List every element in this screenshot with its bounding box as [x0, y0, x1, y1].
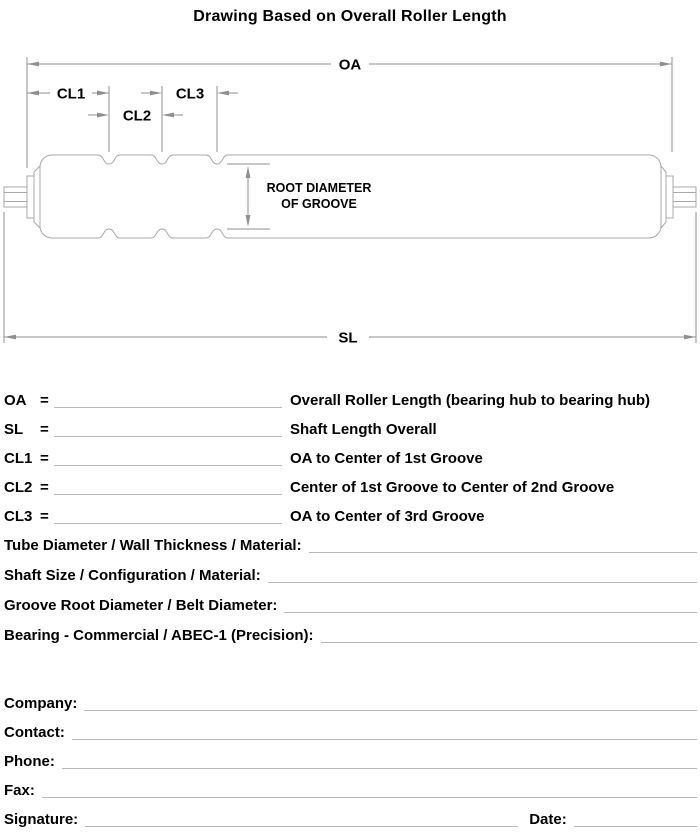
contact-row-company [4, 695, 697, 713]
cl1-label: CL1 [56, 85, 86, 103]
dim-row-cl2 [4, 479, 697, 497]
arrowhead-right-icon [684, 335, 696, 340]
arrowhead-left-icon [4, 335, 16, 340]
oa-dimension [27, 57, 672, 74]
cl3-value-line[interactable] [54, 511, 282, 524]
dim-description: Center of 1st Groove to Center of 2nd Groove [290, 479, 615, 496]
arrowhead-left-icon [27, 91, 39, 96]
contact-label: Fax: [4, 782, 35, 799]
arrowhead-right-icon [150, 91, 162, 96]
arrowhead-right-icon [97, 113, 109, 118]
bearing-spec-line[interactable] [321, 630, 697, 643]
date-label: Date: [529, 811, 567, 828]
right-shaft [673, 187, 696, 207]
root-diameter-label-line1: ROOT DIAMETER [266, 181, 372, 195]
contact-label: Phone: [4, 753, 55, 770]
arrowhead-up-icon [246, 166, 251, 178]
dim-description: Overall Roller Length (bearing hub to bearing hub) [290, 392, 651, 409]
page-title: Drawing Based on Overall Roller Length [193, 8, 507, 25]
spec-label: Tube Diameter / Wall Thickness / Material: [4, 537, 302, 554]
sl-value-line[interactable] [54, 424, 282, 437]
equals-sign: = [40, 450, 49, 467]
root-diameter-label-line2: OF GROOVE [281, 197, 357, 211]
dim-row-oa [4, 392, 697, 410]
cl2-value-line[interactable] [54, 482, 282, 495]
arrowhead-left-icon [27, 62, 39, 67]
dim-code: CL2 [4, 479, 33, 496]
dim-code: CL1 [4, 450, 33, 467]
equals-sign: = [40, 508, 49, 525]
equals-sign: = [40, 392, 49, 409]
arrowhead-right-icon [660, 62, 672, 67]
cl1-dimension [27, 86, 109, 103]
equals-sign: = [40, 421, 49, 438]
contact-row-contact [4, 724, 697, 742]
contact-label: Contact: [4, 724, 65, 741]
oa-value-line[interactable] [54, 395, 282, 408]
arrowhead-right-icon [97, 91, 109, 96]
signature-label: Signature: [4, 811, 79, 828]
signature-line[interactable] [85, 814, 518, 827]
cl3-dimension [141, 86, 238, 103]
dim-row-cl3 [4, 508, 697, 526]
spec-label: Shaft Size / Configuration / Material: [4, 567, 261, 584]
fax-line[interactable] [42, 785, 697, 798]
dim-row-sl [4, 421, 697, 439]
contact-label: Company: [4, 695, 78, 712]
equals-sign: = [40, 479, 49, 496]
dim-description: OA to Center of 1st Groove [290, 450, 483, 467]
phone-line[interactable] [62, 756, 697, 769]
root-diameter-dimension [246, 166, 372, 227]
cl2-dimension [88, 108, 183, 125]
cl3-label: CL3 [175, 85, 205, 103]
cl1-value-line[interactable] [54, 453, 282, 466]
spec-row-groove [4, 597, 697, 615]
dim-code: SL [4, 421, 24, 438]
arrowhead-left-icon [217, 91, 229, 96]
cl2-label: CL2 [122, 107, 152, 125]
right-bearing-hub [661, 166, 673, 228]
left-shaft [4, 187, 27, 207]
arrowhead-down-icon [246, 215, 251, 227]
sl-label: SL [338, 329, 358, 347]
dim-code: OA [4, 392, 27, 409]
arrowhead-left-icon [162, 113, 174, 118]
company-line[interactable] [84, 698, 697, 711]
spec-row-bearing [4, 627, 697, 645]
shaft-spec-line[interactable] [268, 570, 697, 583]
date-line[interactable] [574, 814, 697, 827]
oa-label: OA [338, 56, 362, 74]
contact-row-fax [4, 782, 697, 800]
dim-code: CL3 [4, 508, 33, 525]
left-bearing-hub [27, 166, 40, 228]
tube-spec-line[interactable] [309, 540, 697, 553]
dim-row-cl1 [4, 450, 697, 468]
dim-description: Shaft Length Overall [290, 421, 437, 438]
contact-row-phone [4, 753, 697, 771]
signature-row [4, 811, 697, 829]
contact-line[interactable] [72, 727, 697, 740]
spec-row-shaft [4, 567, 697, 585]
spec-row-tube [4, 537, 697, 555]
roller-drawing [0, 0, 700, 388]
dim-description: OA to Center of 3rd Groove [290, 508, 485, 525]
spec-label: Groove Root Diameter / Belt Diameter: [4, 597, 278, 614]
spec-label: Bearing - Commercial / ABEC-1 (Precision): [4, 627, 314, 644]
groove-spec-line[interactable] [284, 600, 697, 613]
sl-dimension [4, 330, 696, 347]
